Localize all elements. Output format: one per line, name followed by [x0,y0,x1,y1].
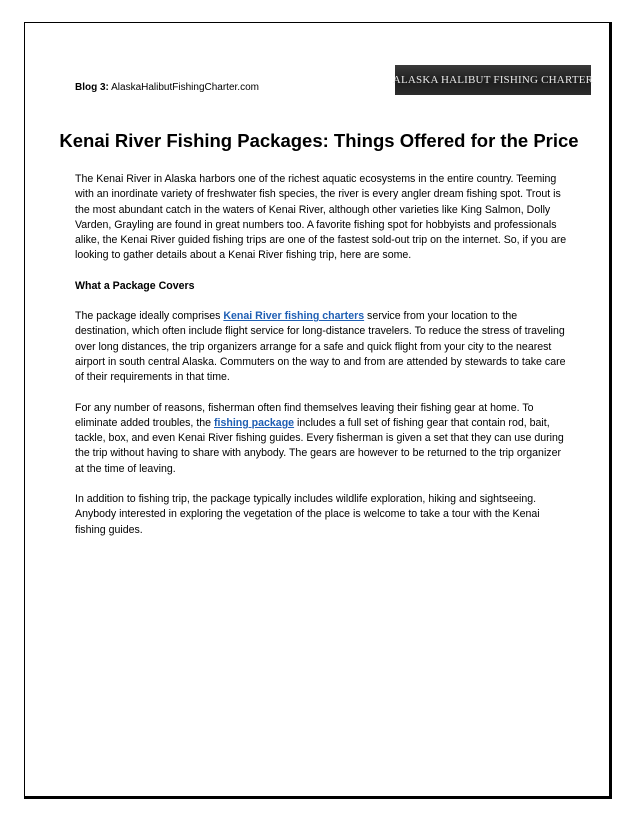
blog-label: Blog 3: [75,82,109,93]
company-logo [392,65,594,95]
package-paragraph [75,309,567,385]
extras-paragraph: In addition to fishing trip, the package typically includes wildlife exploration, hiking and sightseeing. Anybody interested in exploring the vegetation of the place is welcome to take a tour with the Kenai fishing guides. [75,493,540,536]
fishing-package-link[interactable]: fishing package [214,416,295,429]
gear-paragraph [75,401,567,477]
article-title: Kenai River Fishing Packages: Things Offered for the Price [59,130,579,151]
gear-text-after: includes a full set of fishing gear that contain rod, bait, tackle, box, and even Kenai River fishing guides. Every fisherman is given a set that they can use during the trip without having to share with anybody. The gears are however to be returned to the trip organizer at the time of leaving. [75,416,564,475]
kenai-charters-link[interactable]: Kenai River fishing charters [223,310,365,323]
gear-text-before: For any number of reasons, fisherman often find themselves leaving their fishing gear at home. To eliminate added troubles, the [75,401,534,429]
site-name: AlaskaHalibutFishingCharter.com [111,82,259,93]
blog-header [75,82,259,93]
article-body [75,172,567,553]
logo-text: ALASKA HALIBUT FISHING CHARTER [392,74,594,86]
section-heading: What a Package Covers [75,279,195,292]
intro-paragraph: The Kenai River in Alaska harbors one of the richest aquatic ecosystems in the entire country. Teeming with an inordinate variety of freshwater fish species, the river is every angler dream fishing spot. Trout is the most abundant catch in the waters of Kenai River, although other varieties like King Salmon, Dolly Varden, Grayling are found in great numbers too. A favorite fishing spot for hobbyists and professionals alike, the Kenai River guided fishing trips are one of the fastest sold-out trip on the internet. So, if you are looking to gather details about a Kenai River fishing trip, here are some. [75,173,567,262]
package-text-after: service from your location to the destination, which often include flight service for long-distance travelers. To reduce the stress of traveling over long distances, the trip organizers arrange for a safe and quick flight from your city to the nearest airport in south central Alaska. Commuters on the way to and from are attended by stewards to take care of their requirements in that time. [75,310,566,384]
package-text-before: The package ideally comprises [75,310,224,323]
